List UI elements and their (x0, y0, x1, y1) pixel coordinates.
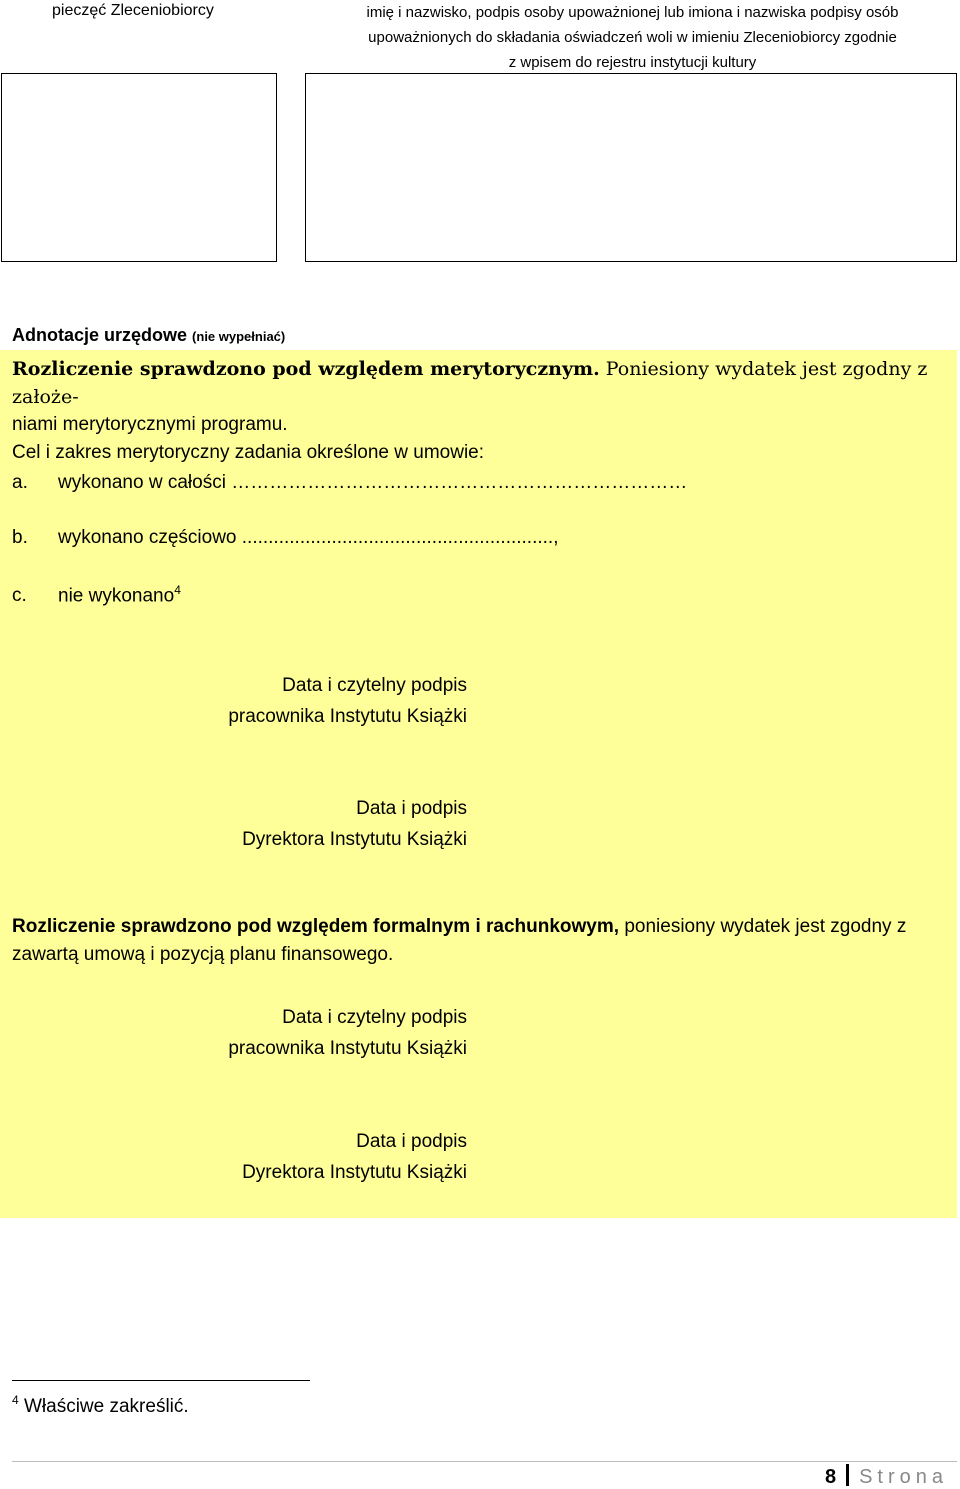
signature-line: Data i czytelny podpis (282, 675, 467, 696)
page-number-value: 8 (824, 1466, 837, 1488)
option-b (12, 527, 559, 549)
director-signature-block (0, 793, 467, 855)
page-word: Strona (859, 1466, 948, 1488)
signature-box (305, 73, 957, 262)
footnote (12, 1393, 189, 1418)
signature-caption-line: upoważnionych do składania oświadczeń woli w imieniu Zleceniobiorcy zgodnie (368, 29, 897, 46)
formal-check-rest: poniesiony wydatek jest zgodny z zawartą umową i pozycją planu finansowego. (12, 916, 907, 965)
employee-signature-block (0, 670, 467, 732)
signature-line: Data i podpis (356, 1131, 467, 1152)
footnote-text: Właściwe zakreślić. (23, 1396, 189, 1417)
option-label: b. (12, 527, 28, 548)
merit-check-bold: Rozliczenie sprawdzono pod względem merytorycznym. (12, 358, 600, 380)
annotations-title (12, 325, 285, 346)
footnote-divider (12, 1380, 310, 1381)
footer-divider (12, 1461, 957, 1462)
merit-check-line-3: Cel i zakres merytoryczny zadania określone w umowie: (12, 442, 485, 463)
merit-check-rest: Poniesiony wydatek jest zgodny z założe- (12, 358, 928, 408)
signature-line: Dyrektora Instytutu Książki (242, 1162, 467, 1183)
option-label: c. (12, 585, 27, 607)
director-signature-block-2 (0, 1126, 467, 1188)
signature-line: Data i czytelny podpis (282, 1007, 467, 1028)
signature-caption-line: z wpisem do rejestru instytucji kultury (508, 54, 757, 71)
signature-caption-line: imię i nazwisko, podpis osoby upoważnionej lub imiona i nazwiska podpisy osób (366, 4, 899, 21)
option-text: nie wykonano (58, 585, 175, 607)
option-c (12, 583, 181, 607)
stamp-label: pieczęć Zleceniobiorcy (52, 2, 214, 19)
option-text: wykonano częściowo ..........................................................., (58, 527, 559, 548)
formal-check-bold: Rozliczenie sprawdzono pod względem formalnym i rachunkowym, (12, 916, 620, 937)
footnote-ref: 4 (174, 583, 181, 597)
page-number-separator (846, 1464, 849, 1486)
option-a (12, 472, 687, 494)
annotations-title-text: Adnotacje urzędowe (12, 325, 188, 345)
merit-check-line-1 (12, 355, 942, 411)
signature-line: pracownika Instytutu Książki (228, 1038, 467, 1059)
annotations-title-note: (nie wypełniać) (192, 329, 286, 344)
stamp-box (1, 73, 277, 262)
option-text: wykonano w całości ……………………………………………………………… (58, 472, 688, 493)
formal-check-paragraph (12, 913, 942, 969)
signature-caption (305, 0, 960, 75)
signature-line: Data i podpis (356, 798, 467, 819)
merit-check-line-2: niami merytorycznymi programu. (12, 414, 288, 435)
footnote-number: 4 (12, 1393, 19, 1407)
merit-check-paragraph (12, 355, 942, 467)
page-number (825, 1464, 948, 1489)
employee-signature-block-2 (0, 1002, 467, 1064)
signature-line: pracownika Instytutu Książki (228, 706, 467, 727)
option-label: a. (12, 472, 28, 493)
signature-line: Dyrektora Instytutu Książki (242, 829, 467, 850)
